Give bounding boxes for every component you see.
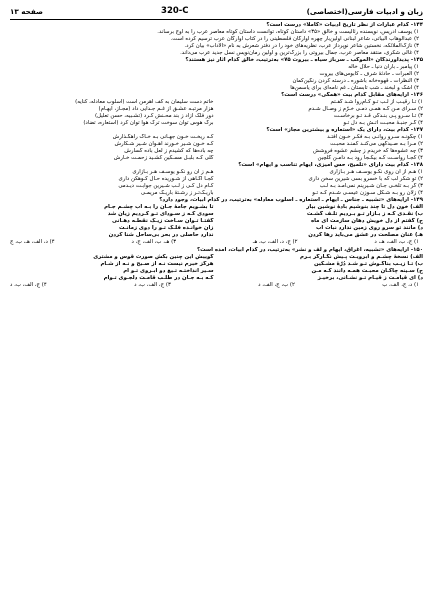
verse-half: کـام دل کـی ز لـب شـیرین جوابـت دیـدمی: [118, 183, 214, 190]
verse-right-column: [220, 134, 424, 162]
subject-title: زبان و ادبیات فارسی(اختصاصی): [306, 6, 423, 16]
verse-right-column: [220, 254, 424, 282]
option-4: ۴) کجـا رواسـت کـه بیکـجا رود بـه دامـن گلچین: [317, 155, 423, 162]
verse-left-column: [10, 254, 214, 282]
answer-options: [10, 239, 423, 246]
option-1: ۱) چگونـه سـرو روانـی بـه فکـر خـون افتـد: [327, 134, 423, 141]
option-2: ۲) سـرای مـن کـه همـی دمـی خـرّم ز وصـال شـدم: [308, 106, 423, 113]
verse-half: هرگز خبرم نیست نـه از صـبح و نـه از شـام: [100, 260, 214, 267]
option-1: ۱) یوسف ادریس، نویسنده رئالیست و خالق «۳۵» داستان کوتاه، توانست داستان کوتاه معاصر عرب را به اوج برساند.: [157, 29, 419, 36]
verse-half: گفتـا تـوان سـاخت زیـک نقطـه دهـانی: [111, 218, 214, 225]
verse-half: خاتم دست سلیمان به کف اهرمن است (اسلوب معادله، کنایه): [75, 99, 214, 106]
option-2: ۲) ج، د، الف، ب، هـ: [252, 239, 298, 246]
verse-half: کجـا آگـاهی از شـوریده حـال کـوهکن داری: [118, 176, 214, 183]
question-147: [10, 127, 423, 162]
verse-line-d: د) مانند تو سرو روی زمین ندارد نبات آب: [315, 225, 423, 232]
exam-content: [10, 22, 423, 612]
option-3: ۳) نازک‌الملائکه، نخستین شاعر نوپرداز عرب، نظریه‌های خود را در دفتر شعرش به نام «الآداب» بیان کرد.: [184, 43, 419, 50]
option-4: ۴) اشک و لبخند ـ شب تابستان ـ غم نامه‌ای برای یاسمن‌ها: [290, 85, 419, 92]
verse-line-c: ج) گفتم از دل خویش دهان سازمت ای ماه: [310, 218, 423, 225]
option-2: ۲) عبدالوهاب البیاتی، شاعر لبنانی اولین‌بار چهره آوارگان فلسطینی را در کتاب آوارگان عرب ترسیم کرده است.: [170, 36, 419, 43]
option-4: ۴) ج، الف، ب، د: [10, 281, 47, 288]
verse-half: گلی کـه بلبـل مسـکین کشـید زحمـت خـارش: [113, 155, 214, 162]
verse-right-column: [220, 99, 424, 127]
verse-columns: [10, 254, 423, 282]
verse-half: ندارد حاصلی در بحر بی‌ساحل شنا کردن: [108, 232, 214, 239]
verse-line-b: ب) نقـدی کـه ز بـازار تـو بـردیم تلـف گشـت: [306, 211, 423, 218]
question-stem: ۱۴۷- کدام بیت، دارای یک «استعاره و بیشترین مجاز» است؟: [266, 127, 423, 134]
question-stem: ۱۵۰- آرایه‌های «تشبیه، اغراق، ایهام و لف و نشر» به‌ترتیب، در کدام ابیات، آمده است؟: [197, 246, 423, 253]
answer-options: [10, 282, 423, 289]
question-stem: ۱۴۴- کدام عبارات از نظر تاریخ ادبیات «کاملاً» درست است؟: [266, 22, 423, 28]
verse-line-d: د) ای قیامـت ز قیـام تـو نشـانی، برخیـز: [317, 274, 423, 281]
verse-half: گوییش این چنین بکش صورت قوس و مشتری: [93, 253, 214, 260]
page-header: [10, 4, 423, 18]
option-4: ۴) د، الف، هـ، ب، ج: [10, 239, 55, 246]
option-4: ۴) گـر جنبـهٔ محبـت آتـش بـه دل تـو: [343, 120, 423, 127]
question-150: [10, 247, 423, 289]
verse-right-column: [220, 204, 424, 239]
verse-half: هـم ز آن رو نکـو یوسـف هـر بـازاری: [132, 169, 214, 176]
verse-half: کـه ریخـت خـون جهـانی بـه خـاک راهگـذارش: [112, 134, 214, 141]
verse-line-a: الف) خون دل تا چند بنوشیم بادهٔ نوشین بیار: [306, 204, 423, 211]
verse-half: سودی کـه ز سـودای تـو کـردیم زیان شد: [107, 211, 214, 218]
verse-half: سـیر انداختـه تـیغ دو ابـروی تـو ام: [123, 267, 214, 274]
verse-half: برگ هوس توان سوخت ترک هوا توان کرد (استعاره، تضاد): [83, 120, 214, 127]
verse-half: دور فلک آزاد ز بند محـنش کـرد (تشـبیه، حسن تعلیل): [94, 113, 214, 120]
verse-half: چه باده‌ها که کشیدم ز لعل باده گسارش: [124, 148, 214, 155]
verse-columns: [10, 204, 423, 239]
verse-half: کـه خـون شـیر خـورند آهـوان شـیر شـکارش: [114, 141, 214, 148]
verse-half: باریـک‌تـر ز رشـتهٔ باریـک مریمـی: [140, 190, 214, 197]
question-stem: ۱۴۹- آرایه‌های «تشبیه ـ جناس ـ ایهام ـ استعاره ـ اسلوب معادله» به‌ترتیب، در کدام ابیات، وجود دارد؟: [159, 197, 423, 204]
verse-half: زان خوانـده فلـک تـو را دوی زمانـت: [119, 225, 214, 232]
verse-half: تا بشـویم جامهٔ جـان را بـه آب چشـم جـام: [104, 204, 214, 211]
option-1: ۱) د، ج، الف، ب: [382, 281, 419, 288]
option-3: ۳) النظرات ـ قهوه‌خانه باشوره ـ درسته کردن رنگین‌کمان: [292, 78, 419, 85]
verse-left-column: [10, 99, 214, 127]
exam-code: 320-C: [161, 6, 189, 16]
verse-half: هزار مرتبـه عشـق از غـم جـدایی داد (مجـاز، ایهـام): [98, 106, 214, 113]
option-2: ۲) ب، ج، الف، د: [258, 281, 295, 288]
option-2: ۲) العبرات ـ حادثهٔ شرف ـ کابوس‌های بیروت: [319, 71, 419, 78]
option-4: ۴) زلان رو بـه شـکل سـوزن عیسـی شـدم کـه تـو: [312, 190, 423, 197]
page-number: صفحه ۱۳: [10, 6, 43, 16]
option-1: ۱) تـا رقیـب از لـب تـو کـام‌روا شـد گفـتم: [330, 99, 423, 106]
question-148: [10, 162, 423, 197]
verse-half: کـه بـه جـان در طلـب قامـت دلجـوی تـوام: [103, 274, 214, 281]
option-2: ۲) مـرا بـه صـیدگهی می‌کنـد کمنـد محبـت: [330, 141, 423, 148]
verse-columns: [10, 134, 423, 162]
verse-left-column: [10, 204, 214, 239]
question-149: [10, 197, 423, 246]
header-rule: [10, 19, 423, 20]
question-stem: ۱۴۵- پدیدآورندگان «الموکب ـ سرباز سیاه ـ بیروت ۷۵» به‌ترتیب، خالق کدام آثار نیز هستند؟: [185, 57, 423, 64]
option-3: ۳) تـا سـرو پـی بنـدگی قـد تـو برخاسـت: [333, 113, 423, 120]
verse-line-e: هـ) عنان مصلحت در عشق می‌باید رها کردن: [308, 232, 423, 239]
option-3: ۳) گر بـه تلخـی جـان شـیرینم نمی‌آمـد بـه لـب: [319, 183, 423, 190]
question-146: [10, 92, 423, 127]
question-144: [10, 22, 423, 57]
verse-left-column: [10, 134, 214, 162]
option-1: ۱) ج، ب، الف، هـ، د: [374, 239, 419, 246]
verse-columns: [10, 99, 423, 127]
verse-left-column: [10, 169, 214, 197]
question-145: [10, 57, 423, 92]
option-3: ۳) هـ، ب، الف، ج، د: [131, 239, 177, 246]
verse-line-c: ج) سـینه چاکـان محبـت همـه دانند کـه مـن: [311, 267, 423, 274]
verse-columns: [10, 169, 423, 197]
option-1: ۱) پیامبر ـ باران دنیا ـ حلال خاله: [348, 64, 419, 71]
option-2: ۲) تو شکر لب که با خسرو بسی شیرین سخن داری: [308, 176, 423, 183]
question-stem: ۱۴۸- کدام بیت دارای «تلمیح، حس آمیزی، ایهام تناسب و ایهام» است؟: [238, 162, 423, 169]
option-3: ۳) ج، الف، ب، د: [134, 281, 171, 288]
verse-right-column: [220, 169, 424, 197]
question-stem: ۱۴۶- آرایه‌های مقابل کدام بیت «همگی» درست است؟: [281, 92, 423, 99]
verse-line-b: ب) تـا زیـب بناگـوش تـو شـد دُرّهٔ مشـکین: [313, 260, 423, 267]
option-1: ۱) هـم از آن روی نکـو یوسـف هـر بـازاری: [329, 169, 423, 176]
option-3: ۳) چه عشوه‌ها که خریدم ز چشم عشوه فروشش: [312, 148, 423, 155]
option-4: ۴) غالی شکری، منتقد معاصر عرب، جمال بیروتی را بزرگ‌ترین و اولین رمان‌نویس نسل جدید عرب می‌داند.: [180, 50, 419, 57]
verse-line-a: الف) نسخهٔ چشـم و ابرویـت پـیش نگـارگر بـرم: [300, 253, 423, 260]
